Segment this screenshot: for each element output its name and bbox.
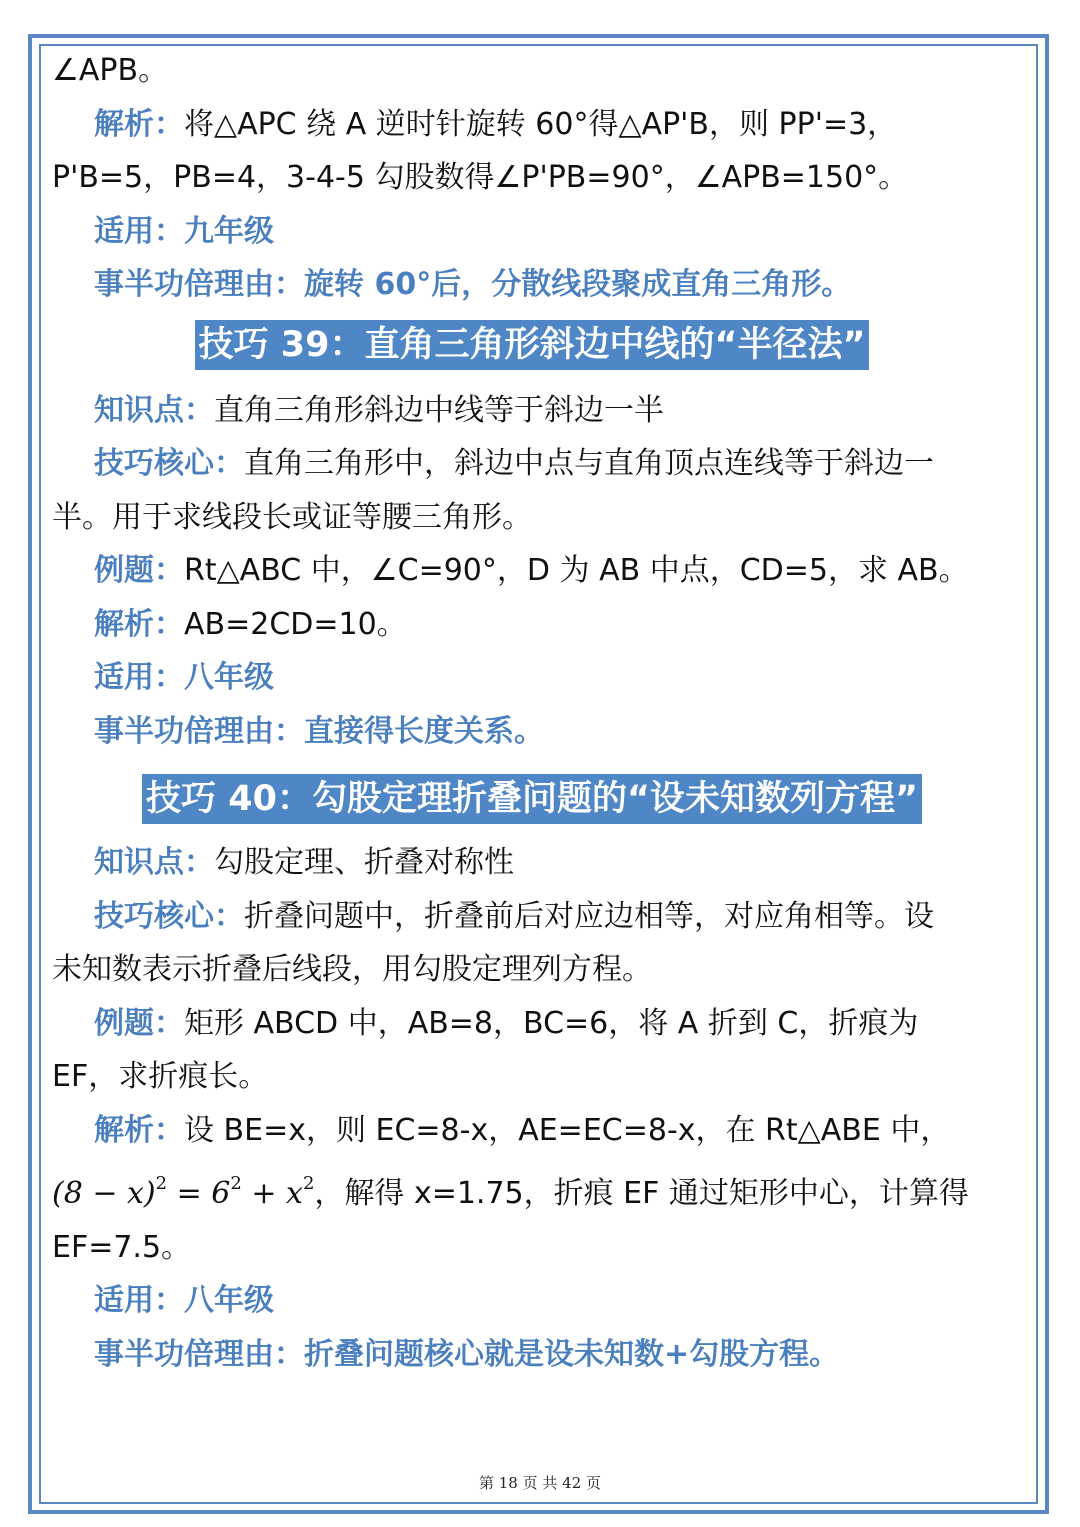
section-40-heading: 技巧 40：勾股定理折叠问题的“设未知数列方程” — [142, 774, 922, 824]
section-39-heading: 技巧 39：直角三角形斜边中线的“半径法” — [195, 320, 870, 370]
reason-40: 事半功倍理由：折叠问题核心就是设未知数+勾股方程。 — [94, 1336, 840, 1372]
example-text: Rt△ABC 中，∠C=90°，D 为 AB 中点，CD=5，求 AB。 — [184, 553, 969, 588]
knowledge-point-label: 知识点： — [94, 845, 214, 880]
analysis-text: AB=2CD=10。 — [184, 606, 407, 642]
example-label: 例题： — [94, 1005, 184, 1041]
analysis-text: 设 BE=x，则 EC=8-x，AE=EC=8-x，在 Rt△ABE 中， — [184, 1112, 951, 1148]
knowledge-point-39 — [52, 384, 1012, 438]
analysis-label: 解析： — [94, 106, 184, 142]
section-39-heading-wrap — [52, 320, 1012, 370]
technique-core-label: 技巧核心： — [94, 446, 244, 481]
analysis-40-end: EF=7.5。 — [52, 1229, 192, 1265]
example-39 — [52, 544, 1012, 598]
analysis-40 — [52, 1104, 1012, 1158]
page-content — [52, 44, 1012, 1381]
knowledge-point-40 — [52, 836, 1012, 890]
technique-core-text: 折叠问题中，折叠前后对应边相等，对应角相等。设 — [244, 898, 934, 934]
analysis-text: 将△APC 绕 A 逆时针旋转 60°得△AP'B，则 PP'=3， — [184, 106, 898, 142]
applicable-grade-38: 适用：九年级 — [94, 213, 274, 249]
analysis-label: 解析： — [94, 606, 184, 642]
page-number-footer: 第 18 页 共 42 页 — [478, 1474, 602, 1492]
knowledge-point-text: 直角三角形斜边中线等于斜边一半 — [214, 392, 664, 428]
analysis-38 — [52, 98, 1012, 152]
applicable-grade-40: 适用：八年级 — [94, 1283, 274, 1318]
technique-core-label: 技巧核心： — [94, 898, 244, 934]
technique-core-40-cont: 未知数表示折叠后线段，用勾股定理列方程。 — [52, 952, 652, 987]
analysis-38-cont: P'B=5，PB=4，3-4-5 勾股数得∠P'PB=90°，∠APB=150°。 — [52, 160, 909, 195]
example-40 — [52, 997, 1012, 1051]
knowledge-point-text: 勾股定理、折叠对称性 — [214, 845, 514, 880]
current-page-number: 18 — [498, 1474, 518, 1492]
section-40-heading-wrap — [52, 774, 1012, 824]
reason-38: 事半功倍理由：旋转 60°后，分散线段聚成直角三角形。 — [94, 267, 852, 302]
previous-example-end: ∠APB。 — [52, 53, 169, 88]
example-label: 例题： — [94, 553, 184, 588]
technique-core-39 — [52, 437, 1012, 491]
analysis-label: 解析： — [94, 1112, 184, 1148]
applicable-grade-39: 适用：八年级 — [94, 660, 274, 695]
example-40-cont: EF，求折痕长。 — [52, 1059, 269, 1094]
reason-39: 事半功倍理由：直接得长度关系。 — [94, 713, 544, 749]
technique-core-40 — [52, 890, 1012, 944]
technique-core-39-cont: 半。用于求线段长或证等腰三角形。 — [52, 499, 532, 535]
example-text: 矩形 ABCD 中，AB=8，BC=6，将 A 折到 C，折痕为 — [184, 1005, 919, 1041]
technique-core-text: 直角三角形中，斜边中点与直角顶点连线等于斜边一 — [244, 446, 934, 481]
analysis-40-equation-line — [52, 1157, 1012, 1221]
total-page-count: 42 — [562, 1474, 582, 1492]
pythagorean-equation: $(8 - x)^2 = 6^2 + x^2$ — [52, 1173, 315, 1211]
knowledge-point-label: 知识点： — [94, 392, 214, 428]
analysis-text: ，解得 x=1.75，折痕 EF 通过矩形中心，计算得 — [314, 1176, 969, 1211]
analysis-39 — [52, 598, 1012, 652]
